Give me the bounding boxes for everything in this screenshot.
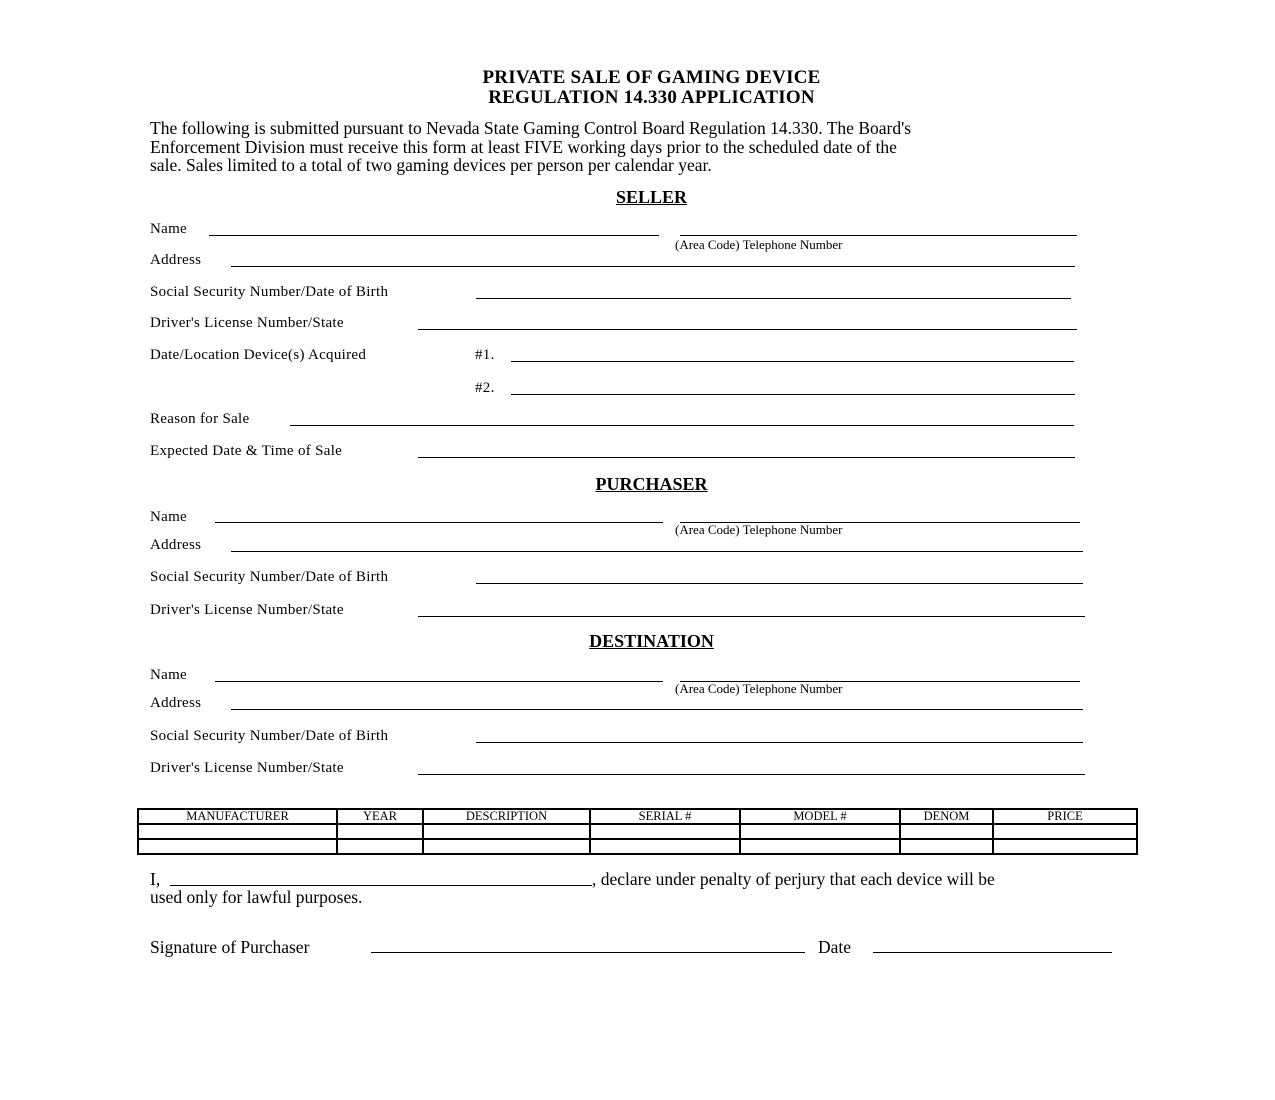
purchaser-phone-label: (Area Code) Telephone Number <box>675 522 843 537</box>
seller-expected-label: Expected Date & Time of Sale <box>150 443 343 459</box>
signature-date-field[interactable] <box>873 952 1112 953</box>
purchaser-address-field[interactable] <box>231 551 1083 552</box>
device-table-header-row <box>138 809 1137 824</box>
seller-dl-label: Driver's License Number/State <box>150 315 344 331</box>
table-cell-denom[interactable] <box>900 839 993 854</box>
table-cell-denom[interactable] <box>900 824 993 839</box>
table-cell-serial[interactable] <box>590 824 740 839</box>
intro-line-3: sale. Sales limited to a total of two gaming devices per person per calendar year. <box>150 155 712 175</box>
destination-address-field[interactable] <box>231 709 1083 710</box>
destination-dl-label: Driver's License Number/State <box>150 760 344 776</box>
table-cell-manufacturer[interactable] <box>138 839 337 854</box>
seller-address-field[interactable] <box>231 266 1075 267</box>
intro-line-1: The following is submitted pursuant to Nevada State Gaming Control Board Regulation 14.330. The Board's <box>150 118 912 138</box>
table-cell-year[interactable] <box>337 839 423 854</box>
seller-expected-field[interactable] <box>418 457 1075 458</box>
destination-ssn-field[interactable] <box>476 742 1083 743</box>
form-title-line-2: REGULATION 14.330 APPLICATION <box>488 87 815 108</box>
purchaser-dl-label: Driver's License Number/State <box>150 602 344 618</box>
column-header-year: YEAR <box>337 809 423 824</box>
destination-address-label: Address <box>150 695 202 711</box>
destination-name-label: Name <box>150 667 188 683</box>
column-header-price: PRICE <box>993 809 1137 824</box>
column-header-denom: DENOM <box>900 809 993 824</box>
destination-phone-label: (Area Code) Telephone Number <box>675 681 843 696</box>
purchaser-name-label: Name <box>150 509 188 525</box>
device-table <box>137 808 1138 855</box>
destination-name-field[interactable] <box>215 681 663 682</box>
table-cell-description[interactable] <box>423 824 590 839</box>
table-cell-manufacturer[interactable] <box>138 824 337 839</box>
table-cell-model[interactable] <box>740 824 900 839</box>
column-header-manufacturer: MANUFACTURER <box>138 809 337 824</box>
table-cell-price[interactable] <box>993 824 1137 839</box>
intro-paragraph <box>150 119 1165 175</box>
seller-acquired-2-field[interactable] <box>511 394 1075 395</box>
seller-reason-field[interactable] <box>290 425 1074 426</box>
purchaser-name-field[interactable] <box>215 522 663 523</box>
seller-acquired-2-label: #2. <box>475 380 495 396</box>
destination-ssn-label: Social Security Number/Date of Birth <box>150 728 389 744</box>
seller-phone-field[interactable] <box>680 235 1077 236</box>
seller-phone-label: (Area Code) Telephone Number <box>675 237 843 252</box>
purchaser-address-label: Address <box>150 537 202 553</box>
signature-date-label: Date <box>818 937 852 957</box>
purchaser-ssn-field[interactable] <box>476 583 1083 584</box>
purchaser-ssn-label: Social Security Number/Date of Birth <box>150 569 389 585</box>
declaration-suffix: , declare under penalty of perjury that each device will be <box>592 869 995 889</box>
declarant-name-field[interactable] <box>170 885 592 886</box>
seller-heading: SELLER <box>615 187 688 207</box>
form-title-line-1: PRIVATE SALE OF GAMING DEVICE <box>482 67 821 88</box>
column-header-description: DESCRIPTION <box>423 809 590 824</box>
seller-ssn-field[interactable] <box>476 298 1071 299</box>
seller-name-label: Name <box>150 221 188 237</box>
seller-acquired-1-field[interactable] <box>511 361 1074 362</box>
declaration-prefix: I, <box>150 869 161 889</box>
seller-reason-label: Reason for Sale <box>150 411 250 427</box>
seller-ssn-label: Social Security Number/Date of Birth <box>150 284 389 300</box>
purchaser-dl-field[interactable] <box>418 616 1085 617</box>
signature-field[interactable] <box>371 952 805 953</box>
table-cell-year[interactable] <box>337 824 423 839</box>
column-header-serial: SERIAL # <box>590 809 740 824</box>
intro-line-2: Enforcement Division must receive this form at least FIVE working days prior to the scheduled date of the <box>150 136 897 157</box>
table-row <box>138 824 1137 839</box>
purchaser-heading: PURCHASER <box>595 474 708 494</box>
table-row <box>138 839 1137 854</box>
table-cell-model[interactable] <box>740 839 900 854</box>
seller-address-label: Address <box>150 252 202 268</box>
signature-label: Signature of Purchaser <box>150 937 310 957</box>
table-cell-description[interactable] <box>423 839 590 854</box>
table-cell-price[interactable] <box>993 839 1137 854</box>
declaration-line-2: used only for lawful purposes. <box>150 887 363 907</box>
destination-dl-field[interactable] <box>418 774 1085 775</box>
table-cell-serial[interactable] <box>590 839 740 854</box>
seller-acquired-label: Date/Location Device(s) Acquired <box>150 347 367 363</box>
seller-acquired-1-label: #1. <box>475 347 495 363</box>
column-header-model: MODEL # <box>740 809 900 824</box>
seller-dl-field[interactable] <box>418 329 1077 330</box>
destination-heading: DESTINATION <box>589 631 714 651</box>
seller-name-field[interactable] <box>209 235 659 236</box>
